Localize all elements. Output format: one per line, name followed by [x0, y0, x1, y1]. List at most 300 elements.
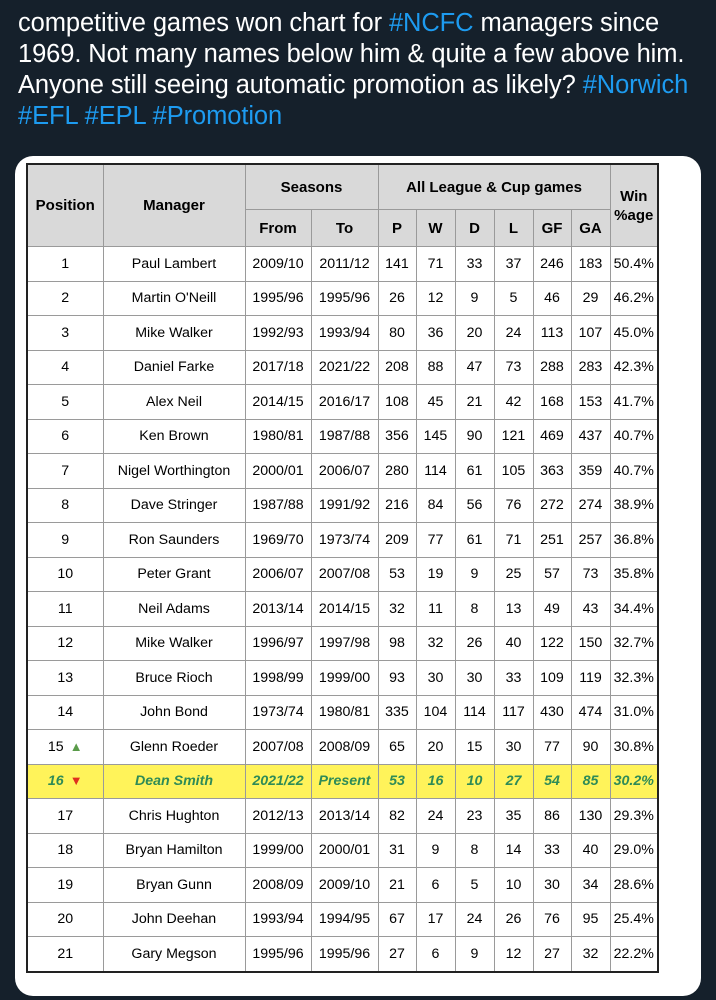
l-cell-text: 13	[505, 600, 522, 617]
position-cell-text: 9	[61, 531, 70, 548]
position-cell	[27, 799, 103, 834]
position-cell-text: 18	[57, 842, 74, 859]
to-cell	[311, 350, 378, 385]
manager-cell-text: Bryan Gunn	[136, 876, 212, 893]
to-cell-text: 1997/98	[318, 635, 371, 652]
position-cell-text: 12	[57, 635, 74, 652]
manager-cell	[103, 695, 245, 730]
manager-cell-text: Martin O'Neill	[131, 290, 217, 307]
manager-cell-text: Neil Adams	[138, 600, 210, 617]
manager-cell-text: Mike Walker	[135, 635, 213, 652]
manager-cell-text: Chris Hughton	[128, 807, 220, 824]
win-pct-cell	[610, 350, 658, 385]
ga-cell-text: 107	[578, 324, 603, 341]
win-pct-cell-text: 34.4%	[613, 600, 654, 617]
from-cell-text: 2008/09	[252, 876, 304, 893]
from-cell-text: 1995/96	[252, 945, 304, 962]
managers-table	[26, 163, 659, 973]
ga-cell	[571, 695, 610, 730]
ga-cell-text: 437	[578, 428, 603, 445]
w-cell	[416, 281, 455, 316]
from-cell-text: 1969/70	[252, 531, 304, 548]
to-cell-text: 1987/88	[318, 428, 371, 445]
from-cell-text: 2000/01	[252, 462, 304, 479]
to-cell-text: 2021/22	[318, 359, 371, 376]
d-cell	[455, 764, 494, 799]
from-cell-text: 2021/22	[252, 773, 304, 790]
p-cell	[378, 833, 416, 868]
w-cell-text: 84	[427, 497, 444, 514]
position-cell-text: 5	[61, 393, 70, 410]
d-cell-text: 20	[466, 324, 483, 341]
w-cell-text: 45	[427, 393, 444, 410]
manager-cell-text: Dave Stringer	[130, 497, 218, 514]
w-cell	[416, 592, 455, 627]
hashtag-link[interactable]: #Promotion	[152, 102, 283, 130]
w-cell	[416, 695, 455, 730]
manager-cell-text: Mike Walker	[135, 324, 213, 341]
to-cell	[311, 454, 378, 489]
gf-cell	[533, 557, 571, 592]
manager-cell	[103, 281, 245, 316]
w-cell-text: 36	[427, 324, 444, 341]
to-cell	[311, 385, 378, 420]
to-cell	[311, 868, 378, 903]
l-cell-text: 117	[502, 704, 525, 721]
header-d: D	[455, 210, 494, 247]
p-cell-text: 67	[389, 911, 405, 928]
gf-cell	[533, 799, 571, 834]
gf-cell-text: 54	[544, 773, 560, 790]
w-cell-text: 6	[431, 876, 440, 893]
l-cell-text: 24	[505, 324, 522, 341]
hashtag-link[interactable]: #NCFC	[388, 9, 474, 37]
manager-cell	[103, 488, 245, 523]
tweet-text-segment: competitive games won chart for	[18, 9, 389, 37]
table-row	[27, 799, 658, 834]
p-cell	[378, 695, 416, 730]
p-cell-text: 280	[385, 462, 409, 479]
table-row	[27, 626, 658, 661]
table-row	[27, 419, 658, 454]
l-cell	[494, 695, 533, 730]
header-w: W	[416, 210, 455, 247]
ga-cell-text: 283	[578, 359, 603, 376]
win-pct-cell-text: 46.2%	[613, 290, 654, 307]
d-cell	[455, 247, 494, 282]
d-cell-text: 114	[463, 704, 486, 721]
l-cell-text: 37	[505, 255, 522, 272]
manager-cell	[103, 523, 245, 558]
position-cell-text: 14	[57, 704, 74, 721]
table-row	[27, 937, 658, 972]
l-cell-text: 76	[505, 497, 522, 514]
win-pct-cell-text: 28.6%	[613, 876, 654, 893]
gf-cell-text: 113	[540, 324, 564, 341]
win-pct-cell	[610, 454, 658, 489]
win-pct-cell-text: 30.8%	[613, 738, 654, 755]
position-cell	[27, 661, 103, 696]
p-cell-text: 53	[389, 566, 405, 583]
d-cell-text: 8	[470, 842, 479, 859]
d-cell	[455, 868, 494, 903]
gf-cell	[533, 454, 571, 489]
gf-cell	[533, 247, 571, 282]
p-cell	[378, 799, 416, 834]
ga-cell-text: 43	[582, 600, 599, 617]
l-cell	[494, 592, 533, 627]
gf-cell-text: 33	[544, 842, 560, 859]
d-cell	[455, 281, 494, 316]
win-pct-cell	[610, 523, 658, 558]
from-cell-text: 2017/18	[252, 359, 304, 376]
gf-cell	[533, 281, 571, 316]
to-cell-text: 1993/94	[318, 324, 371, 341]
w-cell-text: 11	[428, 600, 443, 617]
table-row	[27, 764, 658, 799]
manager-cell	[103, 419, 245, 454]
ga-cell	[571, 316, 610, 351]
l-cell	[494, 350, 533, 385]
to-cell	[311, 833, 378, 868]
from-cell	[245, 730, 311, 765]
d-cell-text: 9	[470, 290, 479, 307]
gf-cell-text: 272	[540, 497, 564, 514]
to-cell-text: Present	[318, 773, 371, 790]
win-pct-cell	[610, 592, 658, 627]
ga-cell	[571, 281, 610, 316]
header-all-games: All League & Cup games	[378, 164, 610, 210]
ga-cell-text: 73	[582, 566, 599, 583]
d-cell-text: 24	[466, 911, 483, 928]
manager-cell	[103, 385, 245, 420]
l-cell-text: 14	[505, 842, 522, 859]
from-cell	[245, 454, 311, 489]
l-cell	[494, 316, 533, 351]
position-cell	[27, 350, 103, 385]
position-cell	[27, 868, 103, 903]
from-cell	[245, 281, 311, 316]
win-pct-cell	[610, 626, 658, 661]
gf-cell	[533, 764, 571, 799]
table-row	[27, 868, 658, 903]
w-cell	[416, 419, 455, 454]
w-cell	[416, 488, 455, 523]
p-cell-text: 208	[385, 359, 409, 376]
d-cell-text: 10	[466, 773, 483, 790]
from-cell	[245, 695, 311, 730]
l-cell-text: 27	[505, 773, 522, 790]
attached-image-card[interactable]	[15, 156, 701, 996]
w-cell	[416, 350, 455, 385]
position-cell	[27, 454, 103, 489]
gf-cell-text: 27	[544, 945, 560, 962]
win-pct-cell-text: 41.7%	[613, 393, 654, 410]
p-cell	[378, 488, 416, 523]
manager-cell	[103, 592, 245, 627]
to-cell-text: 2007/08	[318, 566, 371, 583]
table-row	[27, 316, 658, 351]
w-cell	[416, 799, 455, 834]
d-cell-text: 26	[466, 635, 483, 652]
gf-cell-text: 251	[540, 531, 564, 548]
ga-cell	[571, 937, 610, 972]
p-cell	[378, 419, 416, 454]
gf-cell-text: 109	[540, 669, 564, 686]
to-cell-text: 1999/00	[318, 669, 371, 686]
d-cell	[455, 833, 494, 868]
position-cell	[27, 557, 103, 592]
p-cell-text: 27	[389, 945, 405, 962]
manager-cell	[103, 626, 245, 661]
hashtag-link[interactable]: #EFL	[18, 102, 78, 130]
to-cell-text: 1995/96	[318, 945, 371, 962]
table-row	[27, 488, 658, 523]
to-cell	[311, 730, 378, 765]
d-cell	[455, 902, 494, 937]
position-cell-text: 6	[61, 428, 70, 445]
d-cell-text: 47	[466, 359, 483, 376]
from-cell	[245, 799, 311, 834]
gf-cell	[533, 316, 571, 351]
w-cell-text: 114	[424, 462, 447, 479]
p-cell	[378, 868, 416, 903]
header-win-pct: Win %age	[610, 164, 658, 247]
win-pct-cell-text: 50.4%	[613, 255, 654, 272]
up-arrow-icon: ▲	[69, 738, 83, 754]
to-cell-text: 1973/74	[318, 531, 371, 548]
position-cell	[27, 833, 103, 868]
l-cell	[494, 454, 533, 489]
ga-cell	[571, 523, 610, 558]
ga-cell-text: 183	[578, 255, 603, 272]
w-cell-text: 12	[427, 290, 444, 307]
manager-cell-text: Alex Neil	[146, 393, 202, 410]
ga-cell	[571, 661, 610, 696]
ga-cell	[571, 488, 610, 523]
l-cell	[494, 730, 533, 765]
l-cell-text: 26	[505, 911, 522, 928]
ga-cell	[571, 626, 610, 661]
position-cell	[27, 385, 103, 420]
to-cell	[311, 799, 378, 834]
to-cell	[311, 316, 378, 351]
d-cell-text: 8	[470, 600, 479, 617]
to-cell-text: 2006/07	[318, 462, 371, 479]
ga-cell	[571, 799, 610, 834]
l-cell	[494, 281, 533, 316]
from-cell	[245, 592, 311, 627]
l-cell-text: 10	[505, 876, 522, 893]
d-cell	[455, 799, 494, 834]
d-cell	[455, 661, 494, 696]
from-cell-text: 1996/97	[252, 635, 304, 652]
ga-cell-text: 95	[582, 911, 599, 928]
gf-cell-text: 77	[544, 738, 560, 755]
ga-cell-text: 274	[578, 497, 603, 514]
w-cell-text: 32	[427, 635, 444, 652]
position-cell-text: 13	[57, 669, 74, 686]
p-cell-text: 53	[389, 773, 405, 790]
ga-cell	[571, 902, 610, 937]
d-cell-text: 21	[466, 393, 483, 410]
position-cell	[27, 764, 103, 799]
from-cell	[245, 523, 311, 558]
ga-cell	[571, 764, 610, 799]
tweet-text-segment: managers since 1969. Not many names below him & quite a few above him. Anyone still seeing automatic promotion as likely?	[18, 9, 685, 99]
win-pct-cell	[610, 247, 658, 282]
table-row	[27, 592, 658, 627]
ga-cell-text: 90	[582, 738, 599, 755]
win-pct-cell-text: 22.2%	[613, 945, 654, 962]
ga-cell-text: 474	[578, 704, 603, 721]
from-cell-text: 1999/00	[252, 842, 304, 859]
w-cell	[416, 730, 455, 765]
from-cell	[245, 350, 311, 385]
manager-cell-text: Ron Saunders	[128, 531, 220, 548]
win-pct-cell	[610, 281, 658, 316]
w-cell	[416, 902, 455, 937]
position-cell	[27, 592, 103, 627]
l-cell	[494, 902, 533, 937]
win-pct-cell-text: 45.0%	[613, 324, 654, 341]
gf-cell	[533, 419, 571, 454]
table-row	[27, 454, 658, 489]
manager-cell-text: Gary Megson	[131, 945, 217, 962]
gf-cell	[533, 592, 571, 627]
l-cell-text: 121	[501, 428, 526, 445]
manager-cell	[103, 833, 245, 868]
win-pct-cell-text: 40.7%	[613, 462, 654, 479]
win-pct-cell	[610, 557, 658, 592]
win-pct-cell	[610, 661, 658, 696]
w-cell-text: 24	[427, 807, 444, 824]
from-cell	[245, 316, 311, 351]
manager-cell-text: Peter Grant	[137, 566, 211, 583]
from-cell	[245, 385, 311, 420]
w-cell	[416, 764, 455, 799]
l-cell	[494, 385, 533, 420]
gf-cell-text: 469	[540, 428, 564, 445]
to-cell-text: 1994/95	[318, 911, 371, 928]
p-cell	[378, 316, 416, 351]
from-cell-text: 1995/96	[252, 290, 304, 307]
table-row	[27, 557, 658, 592]
p-cell-text: 108	[385, 393, 409, 410]
ga-cell-text: 153	[578, 393, 603, 410]
to-cell	[311, 488, 378, 523]
table-row	[27, 730, 658, 765]
table-row	[27, 385, 658, 420]
w-cell	[416, 626, 455, 661]
win-pct-cell	[610, 937, 658, 972]
p-cell	[378, 902, 416, 937]
d-cell	[455, 419, 494, 454]
p-cell-text: 98	[389, 635, 405, 652]
w-cell	[416, 868, 455, 903]
position-cell	[27, 730, 103, 765]
d-cell	[455, 316, 494, 351]
header-manager: Manager	[103, 164, 245, 247]
gf-cell-text: 49	[544, 600, 560, 617]
to-cell-text: 2008/09	[318, 738, 371, 755]
position-cell	[27, 695, 103, 730]
ga-cell-text: 257	[578, 531, 603, 548]
to-cell-text: 2013/14	[318, 807, 371, 824]
ga-cell-text: 40	[582, 842, 599, 859]
p-cell	[378, 281, 416, 316]
w-cell-text: 9	[431, 842, 440, 859]
table-row	[27, 350, 658, 385]
from-cell-text: 1992/93	[252, 324, 304, 341]
d-cell-text: 15	[466, 738, 483, 755]
win-pct-cell-text: 29.0%	[613, 842, 654, 859]
d-cell	[455, 454, 494, 489]
p-cell-text: 356	[385, 428, 409, 445]
from-cell-text: 2009/10	[252, 255, 304, 272]
d-cell-text: 9	[470, 945, 479, 962]
position-cell-text: 7	[61, 462, 70, 479]
from-cell-text: 2013/14	[252, 600, 304, 617]
gf-cell-text: 246	[540, 255, 564, 272]
l-cell	[494, 488, 533, 523]
position-cell	[27, 902, 103, 937]
d-cell-text: 9	[470, 566, 479, 583]
to-cell-text: 1995/96	[318, 290, 371, 307]
ga-cell-text: 29	[582, 290, 599, 307]
d-cell	[455, 626, 494, 661]
manager-cell	[103, 247, 245, 282]
ga-cell-text: 34	[582, 876, 599, 893]
manager-cell-text: John Bond	[140, 704, 208, 721]
l-cell-text: 5	[509, 290, 518, 307]
gf-cell-text: 46	[544, 290, 560, 307]
from-cell-text: 1987/88	[252, 497, 304, 514]
ga-cell	[571, 385, 610, 420]
l-cell-text: 105	[501, 462, 526, 479]
hashtag-link[interactable]: #Norwich	[582, 71, 689, 99]
gf-cell-text: 363	[540, 462, 564, 479]
gf-cell	[533, 833, 571, 868]
to-cell-text: 1991/92	[318, 497, 371, 514]
ga-cell	[571, 730, 610, 765]
position-cell-text: 1	[61, 255, 70, 272]
position-cell-text: 11	[57, 600, 73, 617]
p-cell	[378, 592, 416, 627]
position-cell-text: 4	[61, 359, 70, 376]
d-cell-text: 23	[466, 807, 483, 824]
manager-cell-text: Daniel Farke	[133, 359, 215, 376]
position-cell-text: 17	[57, 807, 74, 824]
l-cell-text: 25	[505, 566, 522, 583]
from-cell-text: 2006/07	[252, 566, 304, 583]
table-row	[27, 833, 658, 868]
l-cell	[494, 799, 533, 834]
table-row	[27, 661, 658, 696]
w-cell-text: 104	[423, 704, 448, 721]
w-cell	[416, 833, 455, 868]
win-pct-cell-text: 32.7%	[613, 635, 654, 652]
hashtag-link[interactable]: #EPL	[84, 102, 146, 130]
l-cell-text: 42	[505, 393, 522, 410]
manager-cell-text: Ken Brown	[139, 428, 209, 445]
d-cell	[455, 488, 494, 523]
down-arrow-icon: ▼	[69, 773, 83, 789]
from-cell-text: 1973/74	[252, 704, 304, 721]
d-cell-text: 30	[466, 669, 483, 686]
from-cell	[245, 626, 311, 661]
p-cell	[378, 764, 416, 799]
